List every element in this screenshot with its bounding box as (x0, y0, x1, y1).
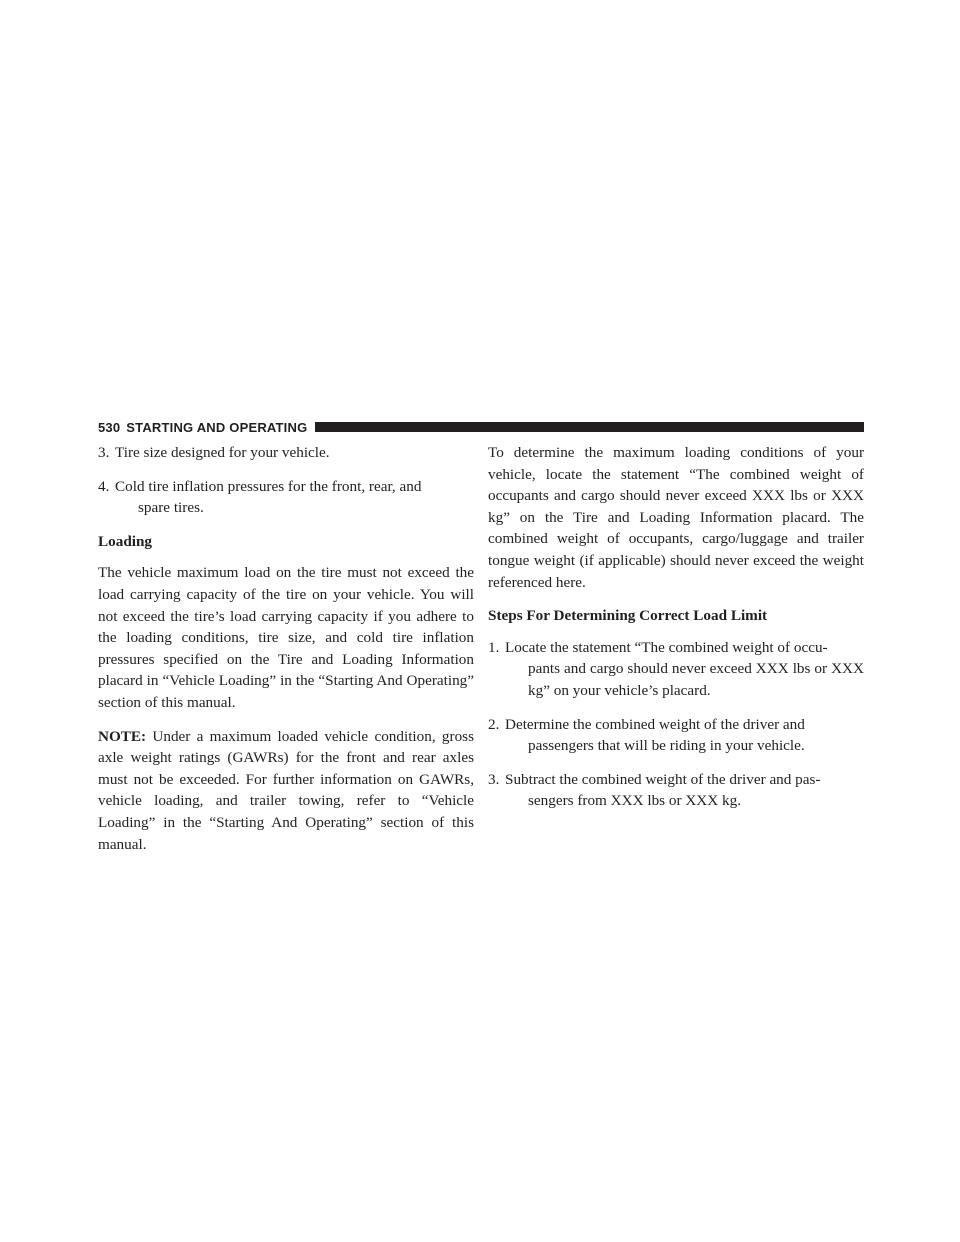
note-text: Under a maximum loaded vehicle condition, gross axle weight ratings (GAWRs) for the front and rear axles must not be exceeded. For further information on GAWRs, vehicle loading, and trailer towing, refer to “Vehicle Loading” in the “Starting And Operating” section of this manual. (98, 727, 474, 853)
step-text-first: Determine the combined weight of the driver and (505, 715, 805, 733)
list-text (115, 442, 474, 464)
list-text-first: Tire size designed for your vehicle. (115, 444, 330, 461)
step-text-first: Locate the statement “The combined weight of occu- (505, 638, 828, 656)
step-text-rest: pants and cargo should never exceed XXX lbs or XXX kg” on your vehicle’s placard. (528, 660, 864, 699)
list-text-first: Cold tire inflation pressures for the front, rear, and (115, 477, 422, 495)
list-number: 4. (98, 477, 110, 495)
list-text (115, 476, 474, 519)
step-text-first: Subtract the combined weight of the driver and pas- (505, 770, 821, 788)
step-text (505, 714, 864, 757)
section-title: STARTING AND OPERATING (126, 419, 308, 435)
right-column (488, 442, 864, 824)
step-number: 3. (488, 770, 500, 788)
intro-paragraph: To determine the maximum loading conditions of your vehicle, locate the statement “The combined weight of occupants and cargo should never exceed XXX lbs or XXX kg” on the Tire and Loading Information placard. The combined weight of occupants, cargo/luggage and trailer tongue weight (if applicable) should never exceed the weight referenced here. (488, 444, 864, 591)
step-item-1 (488, 637, 864, 702)
note-label: NOTE: (98, 727, 147, 745)
list-item-4 (98, 476, 474, 519)
steps-heading: Steps For Determining Correct Load Limit (488, 607, 768, 625)
loading-paragraph: The vehicle maximum load on the tire must not exceed the load carrying capacity of the tire on your vehicle. You will not exceed the tire’s load carrying capacity if you adhere to the loading conditions, tire size, and cold tire inflation pressures specified on the Tire and Loading Information placard in “Vehicle Loading” in the “Starting And Operating” section of this manual. (98, 564, 474, 711)
step-item-3 (488, 769, 864, 812)
step-text (505, 769, 864, 812)
step-text-rest: passengers that will be riding in your vehicle. (528, 737, 805, 755)
list-number: 3. (98, 444, 110, 461)
step-number: 1. (488, 638, 500, 656)
step-text (505, 637, 864, 702)
loading-heading: Loading (98, 532, 153, 550)
list-text-rest: spare tires. (138, 499, 204, 517)
list-item-3 (98, 442, 474, 464)
header-rule (315, 422, 864, 432)
note-paragraph (98, 726, 474, 856)
page-header (98, 418, 864, 436)
left-column (98, 442, 474, 867)
step-text-rest: sengers from XXX lbs or XXX kg. (528, 792, 742, 810)
step-number: 2. (488, 715, 500, 733)
page-number: 530 (98, 419, 121, 435)
step-item-2 (488, 714, 864, 757)
